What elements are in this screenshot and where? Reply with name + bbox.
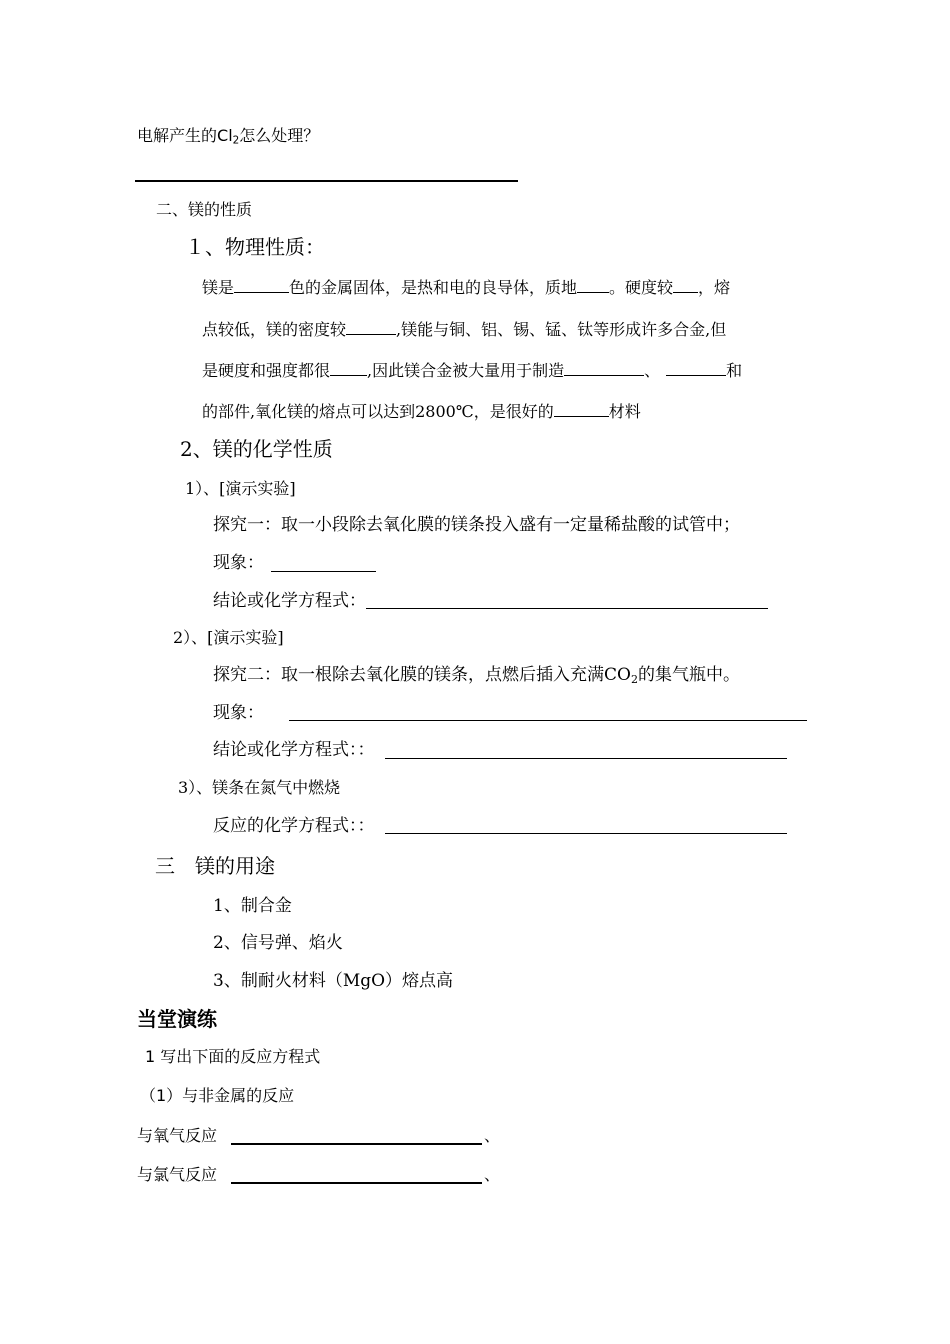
answer-line bbox=[135, 180, 518, 182]
physical-line-3 bbox=[202, 360, 742, 380]
experiment-3-equation bbox=[213, 816, 375, 836]
blank-color[interactable] bbox=[234, 277, 289, 293]
label: 与氯气反应 bbox=[137, 1165, 218, 1184]
experiment-1-conclusion: 结论或化学方程式： bbox=[213, 591, 366, 611]
blank-oxygen-reaction[interactable] bbox=[231, 1143, 482, 1145]
blank-use-1[interactable] bbox=[564, 360, 644, 376]
blank-texture[interactable] bbox=[577, 277, 609, 293]
blank-use-2[interactable] bbox=[666, 360, 726, 376]
experiment-2-text bbox=[213, 665, 740, 686]
practice-subquestion: （1）与非金属的反应 bbox=[140, 1086, 295, 1105]
text: 点较低，镁的密度较 bbox=[202, 320, 347, 340]
physical-line-1 bbox=[202, 277, 730, 297]
text: 镁是 bbox=[202, 278, 235, 298]
blank-material[interactable] bbox=[554, 401, 609, 417]
text: 的集气瓶中。 bbox=[637, 665, 740, 685]
blank-hardness[interactable] bbox=[673, 277, 698, 293]
blank-phenomenon-1[interactable] bbox=[271, 571, 376, 572]
label: 与氧气反应 bbox=[137, 1126, 218, 1145]
text: 。硬度较 bbox=[609, 278, 674, 298]
text: 、 bbox=[644, 361, 661, 381]
blank-strength[interactable] bbox=[330, 360, 367, 376]
blank-equation-3[interactable] bbox=[385, 833, 787, 834]
physical-line-4 bbox=[202, 401, 641, 421]
text: 探究二：取一根除去氧化膜的镁条，点燃后插入充满CO bbox=[213, 665, 631, 685]
separator: 、 bbox=[484, 1126, 501, 1145]
colon: ： bbox=[357, 816, 375, 836]
physical-line-2 bbox=[202, 319, 726, 339]
text: 材料 bbox=[608, 402, 641, 422]
blank-phenomenon-2[interactable] bbox=[289, 720, 807, 721]
subscript: 2 bbox=[630, 672, 638, 686]
experiment-2-heading: 2）、[演示实验] bbox=[173, 628, 284, 647]
experiment-3-heading: 3）、镁条在氮气中燃烧 bbox=[178, 778, 341, 797]
text: ，熔 bbox=[698, 278, 731, 298]
experiment-1-phenomenon bbox=[213, 553, 264, 573]
question-cl2-handling bbox=[137, 126, 319, 147]
text: 和 bbox=[726, 361, 743, 381]
text: 的部件,氧化镁的熔点可以达到2800℃，是很好的 bbox=[202, 402, 554, 422]
practice-question-1: 1 写出下面的反应方程式 bbox=[145, 1047, 321, 1066]
use-item: 2、信号弹、焰火 bbox=[213, 933, 343, 953]
use-item: 3、制耐火材料（MgO）熔点高 bbox=[213, 971, 454, 991]
chemical-properties-heading: 2、镁的化学性质 bbox=[180, 437, 333, 461]
blank-conclusion-2[interactable] bbox=[385, 758, 787, 759]
experiment-2-conclusion bbox=[213, 740, 375, 760]
experiment-2-phenomenon: 现象： bbox=[213, 703, 264, 723]
label: 现象： bbox=[213, 553, 264, 573]
section-heading-uses: 三 镁的用途 bbox=[155, 854, 275, 878]
blank-chlorine-reaction[interactable] bbox=[231, 1182, 482, 1184]
blank-density[interactable] bbox=[346, 319, 396, 335]
section-heading-properties: 二、镁的性质 bbox=[156, 200, 253, 219]
label: 结论或化学方程式： bbox=[213, 740, 358, 760]
text: 色的金属固体，是热和电的良导体，质地 bbox=[289, 278, 578, 298]
label: 反应的化学方程式： bbox=[213, 816, 358, 836]
experiment-1-text: 探究一：取一小段除去氧化膜的镁条投入盛有一定量稀盐酸的试管中； bbox=[213, 515, 740, 535]
question-text-post: 怎么处理？ bbox=[239, 126, 320, 145]
blank-conclusion-1[interactable] bbox=[366, 608, 768, 609]
question-text-cl: Cl bbox=[217, 126, 233, 145]
question-text-subscript: 2 bbox=[232, 134, 240, 147]
text: ,因此镁合金被大量用于制造 bbox=[367, 361, 565, 381]
chlorine-reaction-row bbox=[137, 1165, 217, 1184]
experiment-1-heading: 1）、[演示实验] bbox=[185, 479, 296, 498]
question-text-pre: 电解产生的 bbox=[137, 126, 218, 145]
physical-properties-heading: １、物理性质： bbox=[185, 235, 325, 259]
colon: ： bbox=[357, 740, 375, 760]
text: ,镁能与铜、铝、锡、锰、钛等形成许多合金,但 bbox=[396, 320, 727, 340]
use-item: 1、制合金 bbox=[213, 896, 292, 916]
practice-heading: 当堂演练 bbox=[137, 1007, 217, 1031]
oxygen-reaction-row bbox=[137, 1126, 217, 1145]
separator: 、 bbox=[484, 1165, 501, 1184]
text: 是硬度和强度都很 bbox=[202, 361, 331, 381]
